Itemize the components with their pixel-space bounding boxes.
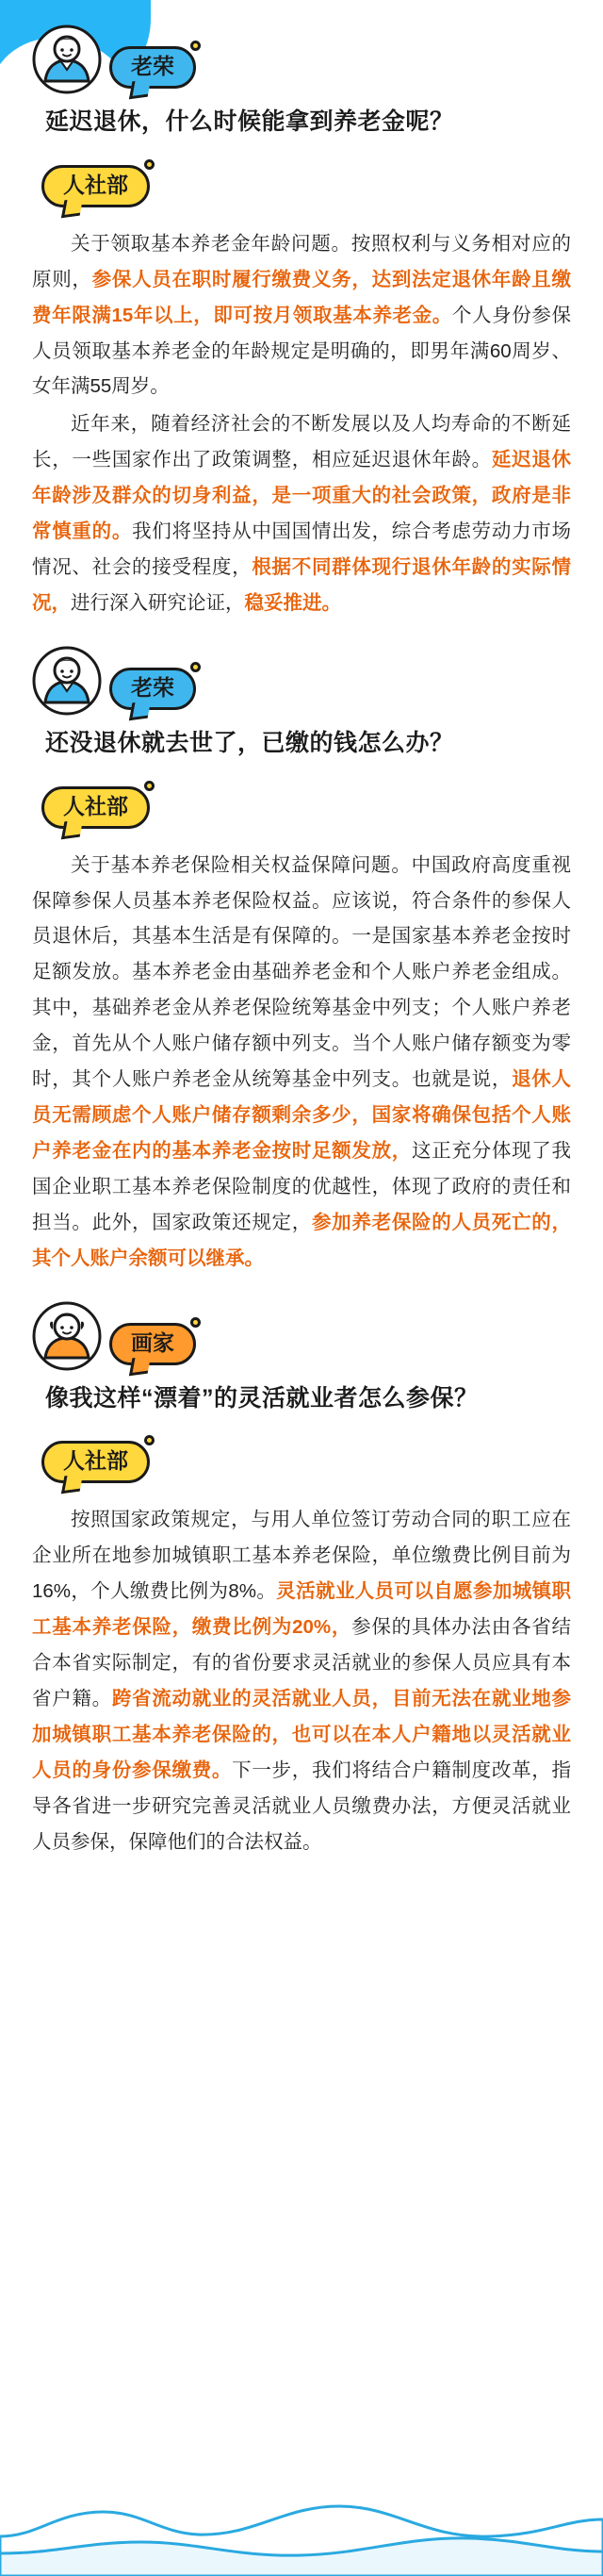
text-run: 下一步，我们将结合户籍制度改革，指导各省进一步研究完善灵活就业人员缴费办法，方便灵活就业人员参保，保障他们的合法权益。 xyxy=(32,1759,572,1853)
speaker-row-laorong-1 xyxy=(32,25,571,94)
text-run: 这正充分体现了我国企业职工基本养老保险制度的优越性，体现了政府的责任和担当。此外，国家政策还规定， xyxy=(32,1140,572,1233)
man-avatar-icon xyxy=(32,646,102,716)
highlight-run: 根据不同群体现行退休年龄的实际情况， xyxy=(32,556,572,614)
badge-tail-decor xyxy=(129,79,151,99)
speaker-name-text: 老荣 xyxy=(131,54,174,78)
text-run: 我们将坚持从中国国情出发，综合考虑劳动力市场情况、社会的接受程度， xyxy=(32,520,572,579)
highlight-run: 稳妥推进。 xyxy=(244,591,341,614)
woman-avatar-icon xyxy=(32,1301,102,1371)
badge-tail-decor xyxy=(61,818,83,838)
text-run: 按照国家政策规定，与用人单位签订劳动合同的职工应在企业所在地参加城镇职工基本养老保险，单位缴费比例目前为16%，个人缴费比例为8%。 xyxy=(32,1509,571,1603)
answer-paragraph xyxy=(32,406,571,621)
bottom-decor-wave xyxy=(0,2463,603,2576)
badge-dot-decor xyxy=(190,662,201,672)
highlight-run: 灵活就业人员可以自愿参加城镇职工基本养老保险，缴费比例为20%， xyxy=(32,1580,571,1639)
badge-tail-decor xyxy=(129,1355,151,1375)
answer-paragraph xyxy=(32,1502,571,1859)
speaker-name-badge xyxy=(109,668,196,710)
content-column xyxy=(0,25,603,1860)
speaker-name-badge xyxy=(109,1323,196,1365)
badge-tail-decor xyxy=(61,1474,83,1494)
speaker-name-badge xyxy=(41,1441,150,1483)
text-run: 近年来，随着经济社会的不断发展以及人均寿命的不断延长，一些国家作出了政策调整，相应延迟退休年龄。 xyxy=(32,413,571,471)
speaker-name-text: 人社部 xyxy=(63,793,128,818)
answer-paragraph xyxy=(32,226,571,405)
answer-body-2 xyxy=(32,848,571,1277)
speaker-row-renshebu-2 xyxy=(32,786,571,834)
text-run: 关于基本养老保险相关权益保障问题。中国政府高度重视保障参保人员基本养老保险权益。应该说，符合条件的参保人员退休后，其基本生活是有保障的。一是国家基本养老金按时足额发放。基本养老金由基础养老金和个人账户养老金组成。其中，基础养老金从养老保险统筹基金中列支；个人账户养老金，首先从个人账户储存额中列支。当个人账户储存额变为零时，其个人账户养老金从统筹基金中列支。也就是说， xyxy=(32,853,571,1091)
text-run: 关于领取基本养老金年龄问题。按照权利与义务相对应的原则， xyxy=(32,232,571,290)
question-text-3: 像我这样“漂着”的灵活就业者怎么参保？ xyxy=(45,1384,479,1412)
highlight-run: 参保人员在职时履行缴费义务，达到法定退休年龄且缴费年限满15年以上，即可按月领取基本养老金。 xyxy=(32,268,572,326)
speaker-name-text: 老荣 xyxy=(131,674,174,700)
highlight-run: 跨省流动就业的灵活就业人员，目前无法在就业地参加城镇职工基本养老保险的，也可以在本人户籍地以灵活就业人员的身份参保缴费。 xyxy=(32,1688,572,1781)
text-run: 参保的具体办法由各省结合本省实际制定，有的省份要求灵活就业的参保人员应具有本省户籍。 xyxy=(32,1616,572,1710)
man-avatar-icon xyxy=(32,25,102,94)
speaker-name-badge xyxy=(41,165,150,207)
answer-paragraph xyxy=(32,848,571,1277)
speaker-row-huajia xyxy=(32,1301,571,1371)
question-text-1: 延迟退休，什么时候能拿到养老金呢？ xyxy=(45,108,454,135)
badge-dot-decor xyxy=(190,1317,201,1328)
speaker-row-laorong-2 xyxy=(32,646,571,716)
highlight-run: 退休人员无需顾虑个人账户储存额剩余多少，国家将确保包括个人账户养老金在内的基本养老金按时足额发放， xyxy=(32,1068,572,1163)
highlight-run: 参加养老保险的人员死亡的，其个人账户余额可以继承。 xyxy=(32,1211,572,1269)
text-run: 进行深入研究论证， xyxy=(71,591,245,614)
speaker-name-text: 人社部 xyxy=(63,172,128,197)
speaker-row-renshebu-3 xyxy=(32,1441,571,1489)
speaker-name-badge xyxy=(109,46,196,89)
answer-body-3 xyxy=(32,1502,571,1859)
badge-tail-decor xyxy=(61,198,83,218)
badge-dot-decor xyxy=(144,1435,155,1445)
speaker-name-text: 人社部 xyxy=(63,1448,128,1474)
badge-dot-decor xyxy=(190,41,201,51)
question-text-2: 还没退休就去世了，已缴的钱怎么办？ xyxy=(45,729,454,756)
badge-dot-decor xyxy=(144,781,155,791)
speaker-name-badge xyxy=(41,786,150,829)
speaker-name-text: 画家 xyxy=(131,1329,174,1355)
speaker-row-renshebu-1 xyxy=(32,165,571,213)
badge-tail-decor xyxy=(129,701,151,720)
answer-body-1 xyxy=(32,226,571,621)
text-run: 个人身份参保人员领取基本养老金的年龄规定是明确的，即男年满60周岁、女年满55周岁。 xyxy=(32,304,572,398)
badge-dot-decor xyxy=(144,159,155,170)
highlight-run: 延迟退休年龄涉及群众的切身利益，是一项重大的社会政策，政府是非常慎重的。 xyxy=(32,449,572,543)
